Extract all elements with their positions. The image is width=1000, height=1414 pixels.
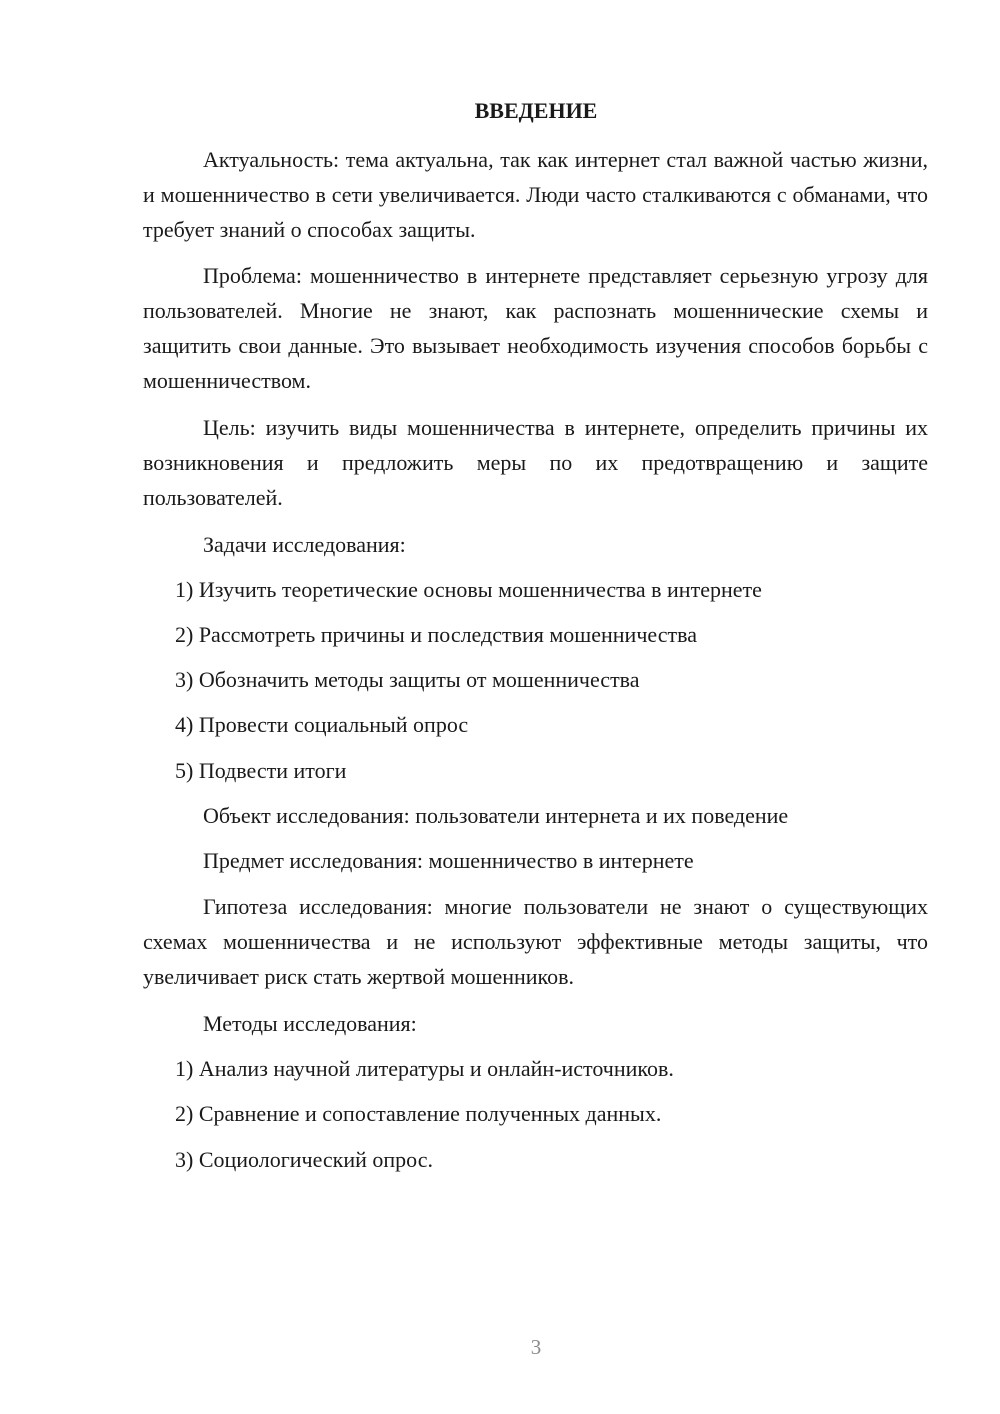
list-item: 4) Провести социальный опрос	[175, 712, 469, 737]
list-item: 2) Сравнение и сопоставление полученных данных.	[175, 1101, 662, 1126]
object-line: Объект исследования: пользователи интернета и их поведение	[203, 803, 789, 828]
goal-paragraph: Цель: изучить виды мошенничества в интернете, определить причины их возникновения и предложить меры по их предотвращению и защите пользователей.	[143, 415, 928, 510]
list-item: 3) Социологический опрос.	[175, 1147, 433, 1172]
page-title: ВВЕДЕНИЕ	[474, 98, 598, 123]
list-item: 2) Рассмотреть причины и последствия мошенничества	[175, 622, 697, 647]
tasks-heading: Задачи исследования:	[203, 532, 406, 557]
list-item: 5) Подвести итоги	[175, 758, 347, 783]
list-item: 1) Анализ научной литературы и онлайн-источников.	[175, 1056, 674, 1081]
subject-line: Предмет исследования: мошенничество в интернете	[203, 848, 694, 873]
page-number: 3	[530, 1335, 542, 1359]
list-item: 1) Изучить теоретические основы мошенничества в интернете	[175, 577, 762, 602]
list-item: 3) Обозначить методы защиты от мошенничества	[175, 667, 640, 692]
problem-paragraph: Проблема: мошенничество в интернете представляет серьезную угрозу для пользователей. Многие не знают, как распознать мошеннические схемы и защитить свои данные. Это вызывает необходимость изучения способов борьбы с мошенничеством.	[143, 263, 928, 393]
hypothesis-paragraph: Гипотеза исследования: многие пользователи не знают о существующих схемах мошенничества и не используют эффективные методы защиты, что увеличивает риск стать жертвой мошенников.	[143, 894, 928, 989]
methods-heading: Методы исследования:	[203, 1011, 417, 1036]
relevance-paragraph: Актуальность: тема актуальна, так как интернет стал важной частью жизни, и мошенничество в сети увеличивается. Люди часто сталкиваются с обманами, что требует знаний о способах защиты.	[143, 147, 928, 242]
